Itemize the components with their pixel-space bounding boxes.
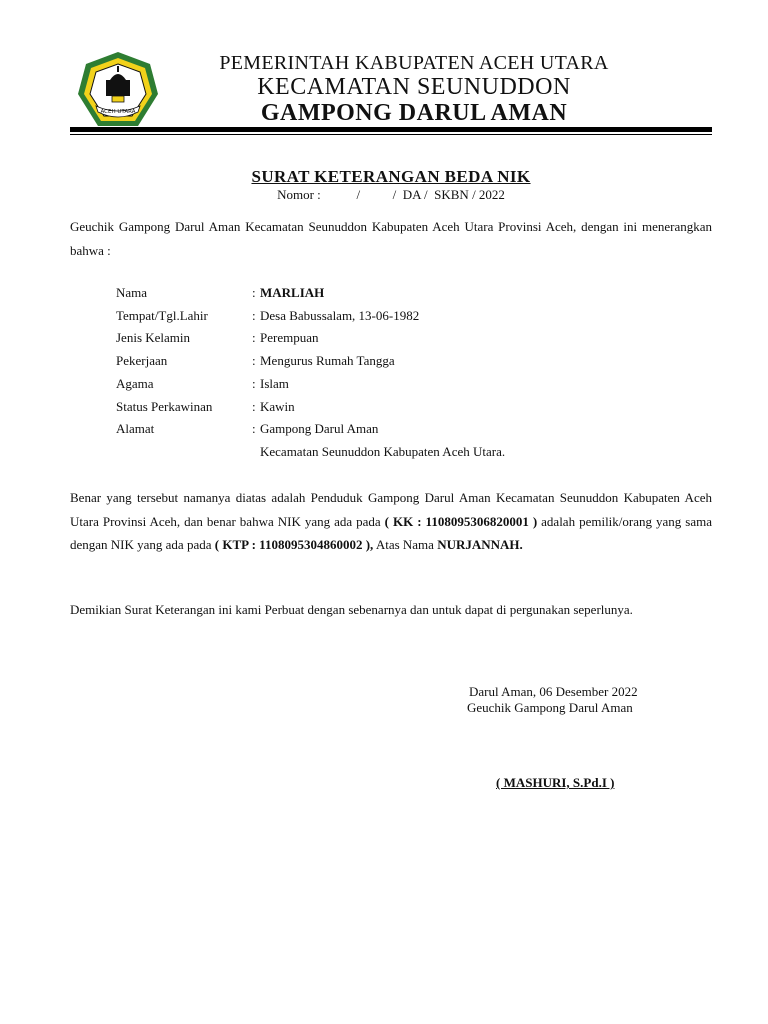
label-agama: Agama — [116, 376, 154, 391]
kk-number: ( KK : 1108095306820001 ) — [384, 513, 538, 529]
header-divider-thick — [70, 127, 712, 132]
label-pekerjaan: Pekerjaan — [116, 353, 168, 368]
statement-paragraph — [70, 486, 712, 557]
value-jenis-kelamin: Perempuan — [260, 330, 319, 345]
label-ttl: Tempat/Tgl.Lahir — [116, 308, 208, 323]
colon: : — [252, 308, 256, 323]
statement-text-3: Atas Nama — [373, 537, 438, 552]
label-jenis-kelamin: Jenis Kelamin — [116, 330, 191, 345]
label-nama: Nama — [116, 285, 148, 300]
statement-text-2: adalah pemilik/orang yang sama dengan NIK yang ada pada — [70, 513, 712, 552]
label-status-perkawinan: Status Perkawinan — [116, 399, 213, 414]
header-divider-thin — [70, 134, 712, 135]
header-district: KECAMATAN SEUNUDDON — [257, 74, 571, 100]
colon: : — [252, 421, 256, 436]
colon: : — [252, 285, 256, 300]
value-status-perkawinan: Kawin — [260, 399, 295, 414]
colon: : — [252, 353, 256, 368]
signatory-name: ( MASHURI, S.Pd.I ) — [496, 775, 615, 790]
value-alamat-line1: Gampong Darul Aman — [260, 421, 379, 436]
label-alamat: Alamat — [116, 421, 155, 436]
statement-text-1: Benar yang tersebut namanya diatas adalah Penduduk Gampong Darul Aman Kecamatan Seunuddon Kabupaten Aceh Utara Provinsi Aceh, dan benar bahwa NIK yang ada pada — [70, 490, 712, 529]
header-government: PEMERINTAH KABUPATEN ACEH UTARA — [219, 52, 609, 74]
signature-position: Geuchik Gampong Darul Aman — [467, 700, 633, 715]
value-pekerjaan: Mengurus Rumah Tangga — [260, 353, 395, 368]
intro-paragraph: Geuchik Gampong Darul Aman Kecamatan Seunuddon Kabupaten Aceh Utara Provinsi Aceh, dengan ini menerangkan bahwa : — [70, 219, 712, 258]
closing-paragraph: Demikian Surat Keterangan ini kami Perbuat dengan sebenarnya dan untuk dapat di pergunakan seperlunya. — [70, 602, 633, 617]
ktp-number: ( KTP : 1108095304860002 ), — [214, 537, 374, 552]
emblem-caption: ACEH UTARA — [100, 109, 136, 115]
colon: : — [252, 330, 256, 345]
value-ttl: Desa Babussalam, 13-06-1982 — [260, 308, 420, 323]
document-title: SURAT KETERANGAN BEDA NIK — [251, 167, 531, 186]
aceh-utara-emblem — [76, 50, 160, 132]
subject-name: NURJANNAH. — [437, 537, 523, 552]
colon: : — [252, 376, 256, 391]
document-number: Nomor : / / DA / SKBN / 2022 — [277, 187, 505, 202]
value-agama: Islam — [260, 376, 289, 391]
value-nama: MARLIAH — [260, 285, 325, 300]
signature-place-date: Darul Aman, 06 Desember 2022 — [469, 684, 638, 699]
value-alamat-line2: Kecamatan Seunuddon Kabupaten Aceh Utara. — [260, 444, 506, 459]
header-village: GAMPONG DARUL AMAN — [260, 100, 568, 126]
colon: : — [252, 399, 256, 414]
